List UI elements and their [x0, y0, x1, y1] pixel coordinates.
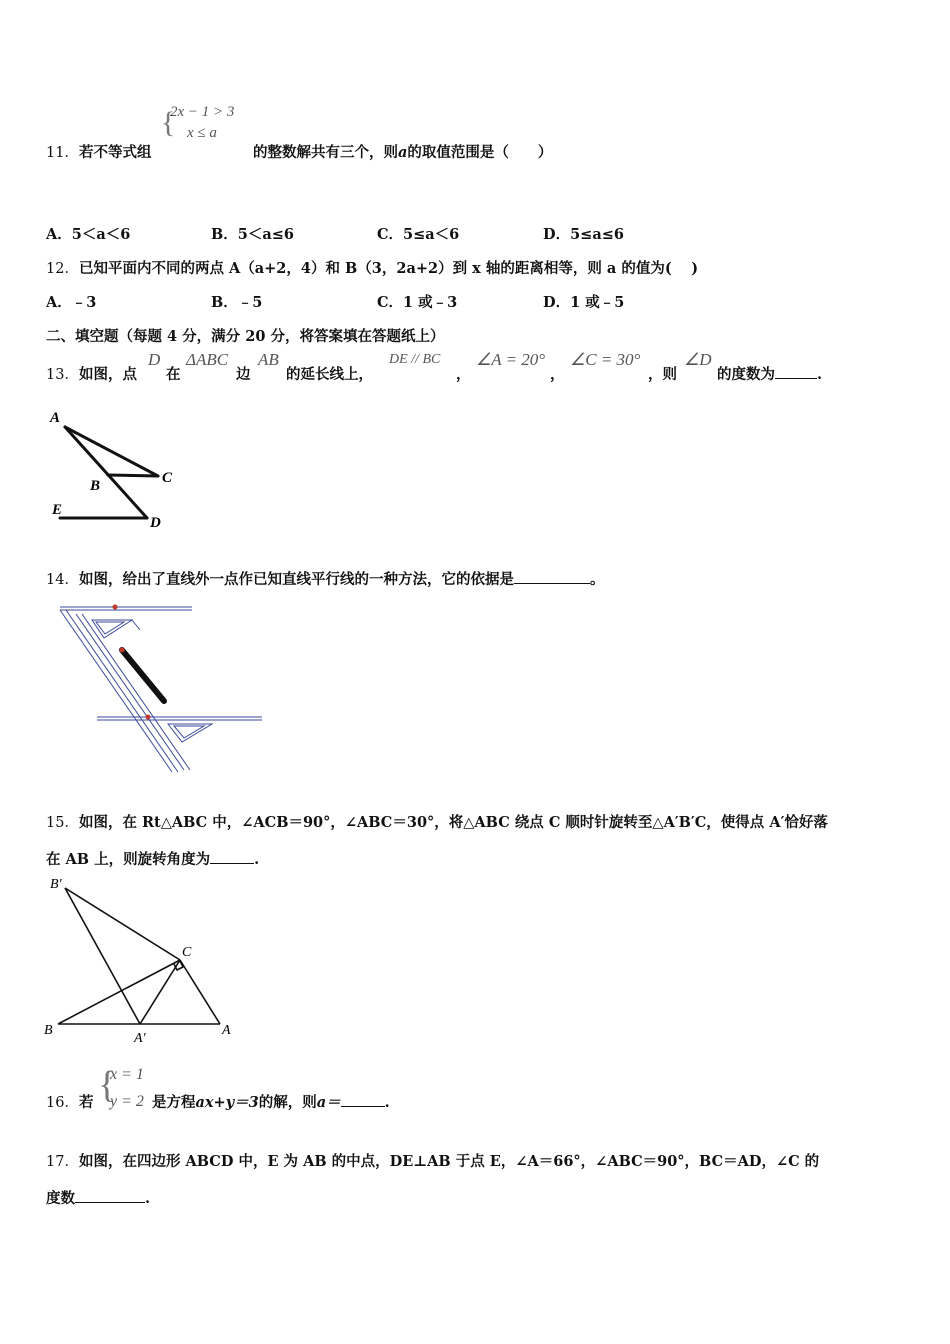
q11-option-c-label: C． [377, 226, 404, 243]
q16-number: 16． [46, 1095, 79, 1111]
q17-line1 [46, 1150, 819, 1171]
q13-text-3: 边 [236, 366, 251, 383]
q13-text-5: ，则 [648, 366, 677, 383]
q11-option-d-label: D． [543, 226, 571, 243]
q15-line-b1c [65, 888, 180, 960]
q14-pencil [122, 650, 164, 701]
q15-label-b1: B′ [50, 877, 62, 892]
q17-text-2: 度数 [46, 1190, 75, 1207]
q14-point-top [113, 605, 118, 610]
q13-math-angle-a: ∠A = 20° [476, 350, 546, 369]
q15-end: . [254, 851, 260, 868]
q11-option-c-text: 5≤a＜6 [403, 226, 460, 243]
q11-system-line1: 2x − 1 > 3 [170, 104, 235, 120]
q14-point-pencil [120, 648, 125, 653]
q16-text-1: 若 [79, 1094, 94, 1111]
q15-text-2: 在 AB 上，则旋转角度为 [46, 851, 211, 868]
q14-answer-blank[interactable] [514, 569, 590, 584]
q15-text-1: 如图，在 Rt△ABC 中，∠ACB＝90°，∠ABC＝30°，将△ABC 绕点 C 顺时针旋转至△A′B′C，使得点 A′恰好落 [78, 814, 828, 831]
q12-option-d-text: 1 或﹣5 [570, 294, 625, 311]
q11-system [161, 104, 256, 146]
q14-figure [52, 600, 267, 775]
q13-answer-blank[interactable] [775, 364, 817, 379]
q16-end: . [384, 1094, 390, 1111]
q16-var: a＝ [316, 1094, 341, 1111]
q17-text-1: 如图，在四边形 ABCD 中，E 为 AB 的中点，DE⊥AB 于点 E，∠A＝66°，∠ABC＝90°，BC＝AD，∠C 的 [78, 1153, 820, 1170]
q11-option-a[interactable] [46, 223, 130, 244]
q11-option-c[interactable] [377, 223, 459, 244]
q14-point-bottom [146, 715, 151, 720]
q15-label-b: B [44, 1023, 53, 1038]
q13-math-triangle: ΔABC [186, 350, 229, 369]
q12-option-c[interactable] [377, 291, 457, 312]
q16-text-3: 的解，则 [258, 1094, 317, 1111]
q15-label-a: A [222, 1023, 231, 1038]
q11-number: 11． [46, 145, 79, 161]
q14-number: 14． [46, 572, 79, 588]
q13-line-ad [65, 427, 147, 518]
q11-var: a [398, 144, 408, 161]
q16-text-2 [152, 1091, 390, 1112]
q12-option-a-label: A． [46, 294, 72, 311]
q13-label-b: B [90, 478, 101, 494]
q11-option-a-label: A． [46, 226, 72, 243]
q13-text-1: 如图，点 [79, 366, 137, 383]
q15-line-b1a1 [65, 888, 140, 1024]
q13-line-ac [65, 427, 158, 476]
q13-label-a: A [50, 410, 61, 426]
q16-brace: { [98, 1064, 117, 1106]
q12-option-b-text: ﹣5 [237, 294, 263, 311]
q11-prefix: 若不等式组 [78, 144, 152, 161]
q11-option-a-text: 5＜a＜6 [71, 226, 131, 243]
q11-system-line2: x ≤ a [187, 125, 217, 141]
q13-math-d: D [148, 350, 161, 369]
q15-number: 15． [46, 815, 79, 831]
q11-stem [46, 141, 151, 162]
q16-equation: ax+y＝3 [195, 1094, 259, 1111]
q11-option-b-label: B． [211, 226, 238, 243]
q15-label-c: C [182, 945, 192, 960]
q13-text-4: 的延长线上， [286, 366, 373, 383]
q13-label-d: D [150, 515, 161, 531]
q12-option-c-label: C． [377, 294, 404, 311]
q12-option-b[interactable] [211, 291, 262, 312]
q14-text: 如图，给出了直线外一点作已知直线平行线的一种方法，它的依据是 [78, 571, 514, 588]
q13-end: . [817, 366, 823, 383]
q11-suffix-a: 的整数解共有三个，则 [253, 144, 398, 161]
q12-option-b-label: B． [211, 294, 238, 311]
q14-end: 。 [589, 571, 605, 588]
q12-option-d[interactable] [543, 291, 624, 312]
q13-comma-2: ， [550, 366, 565, 383]
q17-end: . [145, 1190, 151, 1207]
q13-text-2: 在 [166, 366, 181, 383]
q13-math-angle-c: ∠C = 30° [570, 350, 641, 369]
q15-line1 [46, 811, 828, 832]
q12-text: 已知平面内不同的两点 A（a+2，4）和 B（3，2a+2）到 x 轴的距离相等，则 a 的值为( ) [78, 260, 699, 277]
q17-answer-blank[interactable] [75, 1188, 145, 1203]
q11-option-d-text: 5≤a≤6 [570, 226, 624, 243]
q15-label-a1: A′ [134, 1031, 146, 1046]
q12-option-d-label: D． [543, 294, 571, 311]
q13-text-6 [717, 363, 822, 384]
q15-figure [40, 872, 240, 1047]
q16-system [98, 1064, 152, 1114]
q13-number: 13． [46, 367, 79, 383]
q16-text-2-label: 是方程 [152, 1094, 196, 1111]
q13-comma-1: ， [456, 366, 471, 383]
q13-label-e: E [52, 502, 63, 518]
q12-stem [46, 257, 698, 278]
q11-brace: { [161, 106, 176, 139]
q13-line-bc [108, 475, 158, 476]
q12-number: 12． [46, 261, 79, 277]
q13-figure [40, 400, 190, 535]
q13-label-c: C [162, 470, 173, 486]
q17-number: 17． [46, 1154, 79, 1170]
q15-line-bc [58, 960, 180, 1024]
q13-math-angle-d: ∠D [684, 350, 712, 369]
q14-stem [46, 568, 604, 589]
q11-suffix-b: 的取值范围是（ ） [407, 144, 553, 161]
q16-system-line2: y = 2 [110, 1093, 144, 1110]
q11-option-b[interactable] [211, 223, 294, 244]
q12-option-c-text: 1 或﹣3 [403, 294, 458, 311]
q13-math-ab: AB [258, 350, 279, 369]
q16-answer-blank[interactable] [341, 1092, 385, 1107]
q15-line-ca [180, 960, 220, 1024]
q12-option-a[interactable] [46, 291, 96, 312]
q12-option-a-text: ﹣3 [71, 294, 97, 311]
q15-answer-blank[interactable] [210, 849, 254, 864]
section-title: 二、填空题（每题 4 分，满分 20 分，将答案填在答题纸上） [46, 328, 445, 345]
q16-system-line1: x = 1 [110, 1066, 144, 1083]
q11-option-b-text: 5＜a≤6 [237, 226, 294, 243]
q11-stem-tail [253, 141, 552, 162]
q13-math-parallel: DE // BC [389, 352, 441, 367]
q15-line2 [46, 848, 259, 869]
q13-text-6-label: 的度数为 [717, 366, 775, 383]
q11-option-d[interactable] [543, 223, 624, 244]
q17-line2 [46, 1187, 150, 1208]
